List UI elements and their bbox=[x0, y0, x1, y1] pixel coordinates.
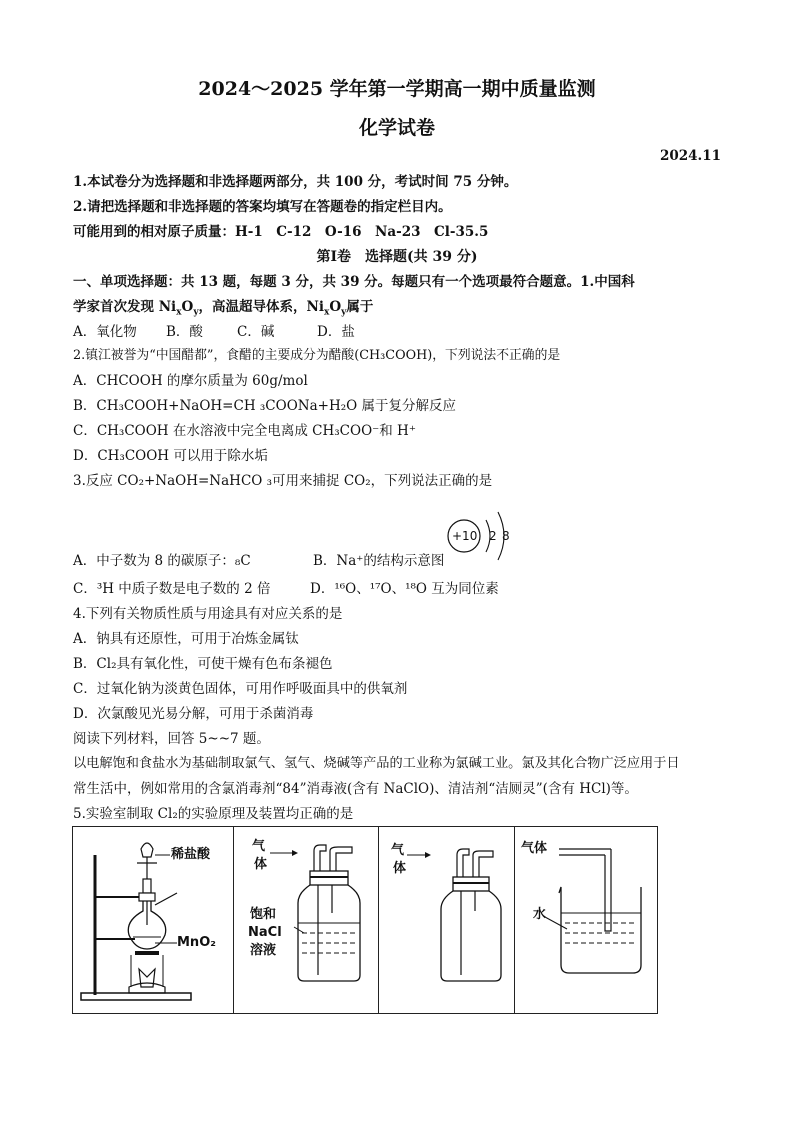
q1-option-b[interactable]: B．酸 bbox=[166, 324, 203, 340]
apparatus-wash-bottle-cell[interactable] bbox=[234, 827, 379, 1013]
q3-option-b[interactable]: B．Na⁺的结构示意图 bbox=[313, 553, 445, 569]
q3-options-cd bbox=[73, 579, 499, 599]
na-ion-structure-diagram bbox=[444, 504, 524, 572]
apparatus-generator-cell[interactable] bbox=[73, 827, 234, 1013]
apparatus-table bbox=[72, 826, 658, 1014]
exam-title: 2024～2025 学年第一学期高一期中质量监测 bbox=[198, 78, 596, 100]
q4-option-b[interactable]: B．Cl₂具有氧化性，可使干燥有色布条褪色 bbox=[73, 656, 333, 672]
q1-option-c[interactable]: C．碱 bbox=[237, 324, 275, 340]
reading-paragraph-line1: 以电解饱和食盐水为基础制取氯气、氢气、烧碱等产品的工业称为氯碱工业。氯及其化合物广泛应用于日 bbox=[73, 756, 680, 771]
q3-option-d[interactable]: D．¹⁶O、¹⁷O、¹⁸O 互为同位素 bbox=[310, 581, 499, 597]
nucleus-charge: +10 bbox=[452, 529, 478, 543]
saturated-label: 饱和 bbox=[250, 907, 277, 922]
part1-heading: 第Ⅰ卷 选择题(共 39 分) bbox=[316, 249, 478, 265]
q3-option-a[interactable]: A．中子数为 8 的碳原子：₈C bbox=[73, 553, 251, 569]
q2-option-c[interactable]: C．CH₃COOH 在水溶液中完全电离成 CH₃COO⁻和 H⁺ bbox=[73, 423, 416, 439]
q4-option-c[interactable]: C．过氧化钠为淡黄色固体，可用作呼吸面具中的供氧剂 bbox=[73, 681, 408, 697]
gas-label-2b: 体 bbox=[393, 861, 407, 876]
reading-paragraph-line2: 常生活中，例如常用的含氯消毒剂“84”消毒液(含有 NaClO)、清洁剂“洁厕灵”(含有 HCl)等。 bbox=[73, 781, 638, 797]
apparatus-absorption-cell[interactable] bbox=[515, 827, 657, 1013]
question-4-stem: 4.下列有关物质性质与用途具有对应关系的是 bbox=[73, 606, 343, 622]
question-1-options bbox=[73, 322, 355, 342]
exam-subtitle: 化学试卷 bbox=[358, 117, 435, 139]
instruction-1: 1.本试卷分为选择题和非选择题两部分，共 100 分，考试时间 75 分钟。 bbox=[73, 174, 518, 190]
q4-option-a[interactable]: A．钠具有还原性，可用于冶炼金属钛 bbox=[73, 631, 299, 647]
nacl-label: NaCl bbox=[248, 925, 282, 940]
q2-option-d[interactable]: D．CH₃COOH 可以用于除水垢 bbox=[73, 448, 268, 464]
q3-option-c[interactable]: C．³H 中质子数是电子数的 2 倍 bbox=[73, 581, 271, 597]
shell-2-count: 8 bbox=[502, 529, 510, 543]
question-5-stem: 5.实验室制取 Cl₂的实验原理及装置均正确的是 bbox=[73, 806, 354, 822]
shell-1-count: 2 bbox=[489, 529, 497, 543]
q4-option-d[interactable]: D．次氯酸见光易分解，可用于杀菌消毒 bbox=[73, 706, 314, 722]
exam-date: 2024.11 bbox=[659, 148, 721, 164]
reading-intro: 阅读下列材料，回答 5~~7 题。 bbox=[73, 731, 270, 747]
mno2-label: MnO₂ bbox=[177, 935, 216, 950]
section-intro: 一、单项选择题：共 13 题，每题 3 分，共 39 分。每题只有一个选项最符合题意。1.中国科 bbox=[73, 274, 635, 290]
gas-label-1a: 气 bbox=[252, 839, 266, 854]
dilute-hcl-label: 稀盐酸 bbox=[171, 847, 211, 862]
question-3-stem: 3.反应 CO₂+NaOH=NaHCO ₃可用来捕捉 CO₂，下列说法正确的是 bbox=[73, 473, 493, 489]
solution-label: 溶液 bbox=[250, 943, 277, 958]
q1-option-a[interactable]: A．氧化物 bbox=[73, 324, 137, 340]
gas-label-3: 气体 bbox=[521, 841, 548, 856]
gas-label-1b: 体 bbox=[254, 857, 268, 872]
water-label: 水 bbox=[533, 907, 547, 922]
gas-label-2a: 气 bbox=[391, 843, 405, 858]
q2-option-a[interactable]: A．CHCOOH 的摩尔质量为 60g/mol bbox=[73, 373, 308, 389]
question-1-stem: 学家首次发现 $Ni_xO_y$，高温超导体系，$Ni_xO_y$属于 bbox=[73, 299, 374, 318]
atomic-masses: 可能用到的相对原子质量：H-1 C-12 O-16 Na-23 Cl-35.5 bbox=[73, 224, 489, 240]
q2-option-b[interactable]: B．CH₃COOH+NaOH=CH ₃COONa+H₂O 属于复分解反应 bbox=[73, 398, 456, 414]
q3-options-ab bbox=[73, 551, 444, 571]
instruction-2: 2.请把选择题和非选择题的答案均填写在答题卷的指定栏目内。 bbox=[73, 199, 452, 215]
apparatus-collection-bottle-cell[interactable] bbox=[379, 827, 515, 1013]
q1-option-d[interactable]: D．盐 bbox=[317, 324, 355, 340]
question-2-stem: 2.镇江被誉为“中国醋都”，食醋的主要成分为醋酸(CH₃COOH)，下列说法不正确的是 bbox=[73, 348, 561, 363]
